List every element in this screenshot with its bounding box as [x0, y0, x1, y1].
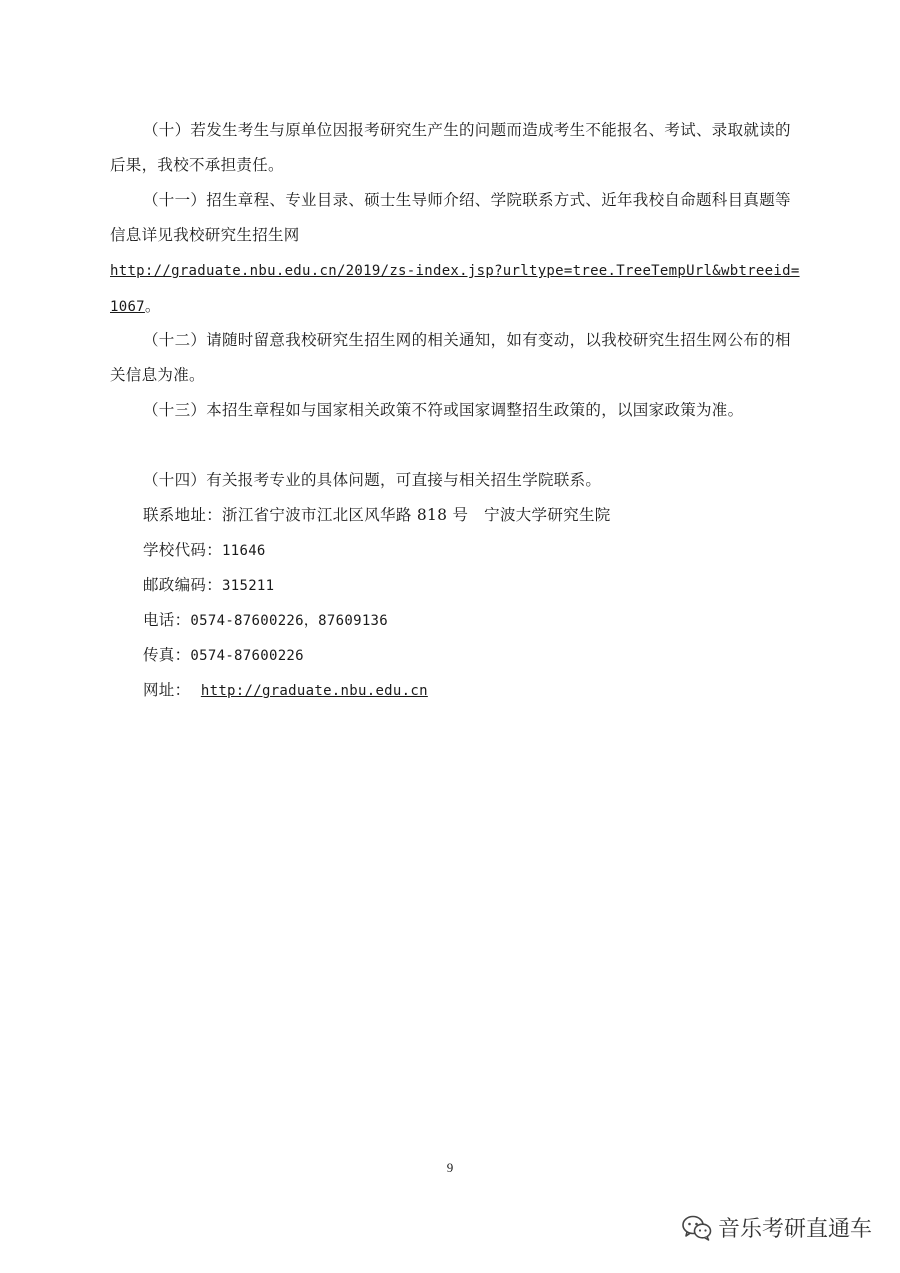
paragraph-12: （十二）请随时留意我校研究生招生网的相关通知，如有变动，以我校研究生招生网公布的相关信息为准。	[110, 331, 791, 384]
contact-website-label: 网址：	[143, 681, 191, 699]
contact-fax-label: 传真：	[143, 646, 191, 664]
contact-school-code	[143, 533, 266, 569]
paragraph-10: （十）若发生考生与原单位因报考研究生产生的问题而造成考生不能报名、考试、录取就读的后果，我校不承担责任。	[110, 121, 791, 174]
contact-phone	[143, 603, 388, 639]
contact-phone-label: 电话：	[143, 611, 191, 629]
paragraph-13: （十三）本招生章程如与国家相关政策不符或国家调整招生政策的，以国家政策为准。	[143, 401, 744, 419]
contact-phone-value: 0574-87600226，87609136	[190, 613, 389, 629]
contact-website	[143, 673, 428, 709]
paragraph-11	[110, 183, 800, 325]
contact-postal-code	[143, 568, 274, 604]
contact-fax	[143, 638, 304, 674]
contact-website-link[interactable]: http://graduate.nbu.edu.cn	[200, 683, 428, 699]
watermark-text: 音乐考研直通车	[717, 1217, 872, 1242]
contact-postal-code-label: 邮政编码：	[143, 576, 223, 594]
contact-school-code-value: 11646	[222, 543, 266, 559]
watermark	[682, 1212, 872, 1243]
admissions-url-link[interactable]: http://graduate.nbu.edu.cn/2019/zs-index.jsp?urltype=tree.TreeTempUrl&wbtreeid=1067	[110, 263, 800, 315]
paragraph-14: （十四）有关报考专业的具体问题，可直接与相关招生学院联系。	[143, 471, 602, 489]
contact-address	[143, 498, 611, 533]
contact-address-value: 浙江省宁波市江北区风华路 818 号 宁波大学研究生院	[222, 506, 611, 524]
wechat-icon	[682, 1215, 712, 1241]
contact-address-label: 联系地址：	[143, 506, 223, 524]
paragraph-11-text: （十一）招生章程、专业目录、硕士生导师介绍、学院联系方式、近年我校自命题科目真题等信息详见我校研究生招生网	[110, 191, 791, 244]
contact-school-code-label: 学校代码：	[143, 541, 223, 559]
paragraph-11-end: 。	[144, 297, 161, 315]
contact-postal-code-value: 315211	[222, 578, 275, 594]
page-number: 9	[446, 1160, 454, 1175]
contact-fax-value: 0574-87600226	[190, 648, 304, 664]
